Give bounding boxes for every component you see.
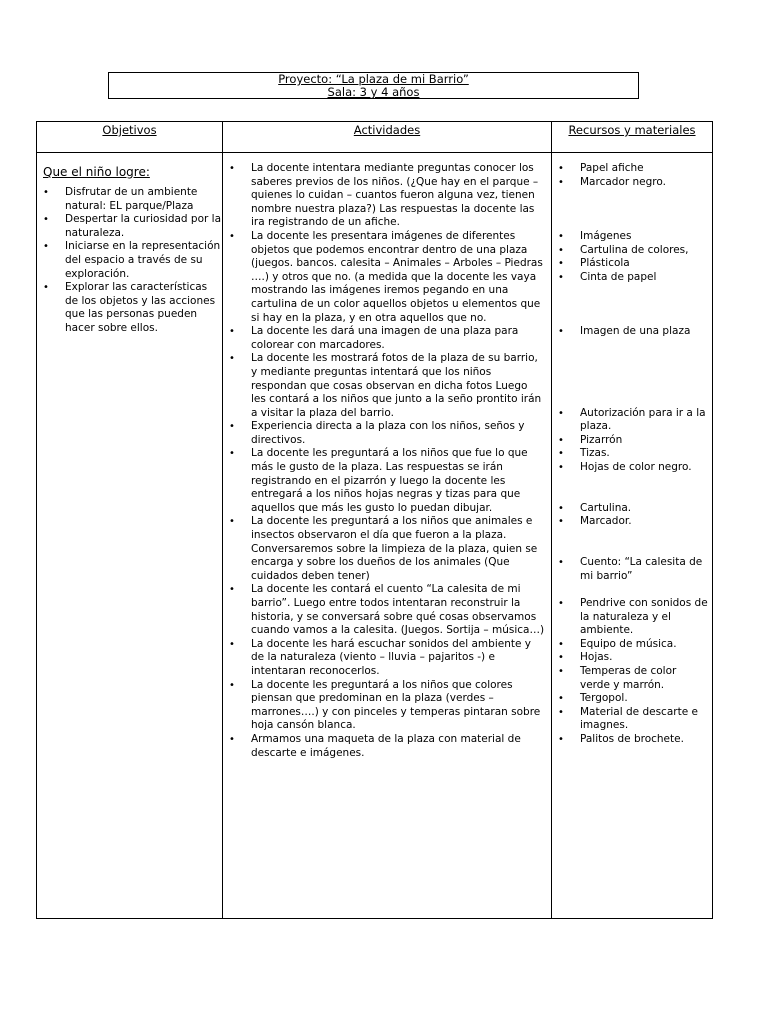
list-item: • Temperas de color verde y marrón.	[552, 665, 712, 692]
list-spacer	[552, 189, 712, 203]
list-spacer	[552, 203, 712, 217]
list-spacer	[552, 583, 712, 597]
list-item: • Pizarrón	[552, 434, 712, 448]
list-item: • Tergopol.	[552, 692, 712, 706]
list-item: • La docente intentara mediante preguntas conocer los saberes previos de los niños. (¿Que hay en el parque – quienes lo cuidan – cuantos fueron alguna vez, tienen nombre nuestra plaza?) Las respuestas la docente las ira registrando de un afiche.	[223, 162, 545, 230]
actividades-cell	[223, 153, 552, 919]
list-item: • La docente les preguntará a los niños que colores piensan que predominan en la plaza (verdes – marrones….) y con pinceles y temperas pintaran sobre hoja cansón blanca.	[223, 679, 545, 733]
list-item: • Marcador negro.	[552, 176, 712, 190]
list-spacer	[552, 312, 712, 326]
list-spacer	[552, 393, 712, 407]
list-item: • Disfrutar de un ambiente natural: EL parque/Plaza	[37, 186, 222, 213]
list-item: • Imagen de una plaza	[552, 325, 712, 339]
list-spacer	[552, 380, 712, 394]
list-item: • Plásticola	[552, 257, 712, 271]
col-objetivos-header: Objetivos	[37, 122, 223, 153]
planning-table	[36, 121, 713, 919]
list-item: • La docente les mostrará fotos de la plaza de su barrio, y mediante preguntas intentará que los niños respondan que cosas observan en dicha fotos Luego les contará a los niños que junto a la seño prontito irán a visitar la plaza del barrio.	[223, 352, 545, 420]
list-item: • Palitos de brochete.	[552, 733, 712, 747]
list-item: • Cartulina.	[552, 502, 712, 516]
col-recursos-header: Recursos y materiales	[552, 122, 713, 153]
list-spacer	[552, 488, 712, 502]
list-item: • Tizas.	[552, 447, 712, 461]
list-spacer	[552, 475, 712, 489]
table-header-row	[37, 122, 713, 153]
list-item: • Hojas de color negro.	[552, 461, 712, 475]
list-item: • Pendrive con sonidos de la naturaleza y el ambiente.	[552, 597, 712, 638]
recursos-cell	[552, 153, 713, 919]
actividades-list	[223, 162, 551, 760]
list-item: • Marcador.	[552, 515, 712, 529]
list-spacer	[552, 284, 712, 298]
list-item: • Experiencia directa a la plaza con los niños, seños y directivos.	[223, 420, 545, 447]
list-item: • La docente les presentara imágenes de diferentes objetos que podemos encontrar dentro de una plaza (juegos. bancos. calesita – Animales – Arboles – Piedras ….) y otros que no. (a medida que la docente les vaya mostrando las imágenes iremos pegando en una cartulina de un color aquellos objetos u elementos que si hay en la plaza, y en otra aquellos que no.	[223, 230, 545, 325]
list-spacer	[552, 298, 712, 312]
list-spacer	[552, 529, 712, 543]
list-item: • La docente les dará una imagen de una plaza para colorear con marcadores.	[223, 325, 545, 352]
list-item: • Explorar las características de los objetos y las acciones que las personas pueden hacer sobre ellos.	[37, 281, 222, 335]
list-item: • La docente les hará escuchar sonidos del ambiente y de la naturaleza (viento – lluvia – pajaritos -) e intentaran reconocerlos.	[223, 638, 545, 679]
list-spacer	[552, 339, 712, 353]
list-item: • Cinta de papel	[552, 271, 712, 285]
col-actividades-header: Actividades	[223, 122, 552, 153]
objetivos-intro: Que el niño logre:	[43, 165, 150, 179]
list-spacer	[552, 216, 712, 230]
project-title: Proyecto: “La plaza de mi Barrio”	[278, 72, 469, 86]
room-label: Sala: 3 y 4 años	[327, 85, 420, 99]
list-item: • Material de descarte e imagnes.	[552, 706, 712, 733]
list-item: • Hojas.	[552, 651, 712, 665]
list-spacer	[552, 352, 712, 366]
list-item: • Papel afiche	[552, 162, 712, 176]
list-item: • La docente les preguntará a los niños que fue lo que más le gusto de la plaza. Las respuestas se irán registrando en el pizarrón y luego la docente les entregará a los niños hojas negras y tizas para que aquellos que más les gusto lo puedan dibujar.	[223, 447, 545, 515]
list-item: • La docente les contará el cuento “La calesita de mi barrio”. Luego entre todos intentaran reconstruir la historia, y se conversará sobre qué cosas observamos cuando vamos a la calesita. (Juegos. Sortija – música…)	[223, 583, 545, 637]
list-item: • La docente les preguntará a los niños que animales e insectos observaron el día que fueron a la plaza. Conversaremos sobre la limpieza de la plaza, quien se encarga y sobre los dueños de los animales (Que cuidados deben tener)	[223, 515, 545, 583]
table-body-row	[37, 153, 713, 919]
list-item: • Cuento: “La calesita de mi barrio”	[552, 556, 712, 583]
list-item: • Imágenes	[552, 230, 712, 244]
objetivos-list	[37, 186, 222, 336]
list-item: • Cartulina de colores,	[552, 244, 712, 258]
recursos-list	[552, 162, 712, 747]
list-spacer	[552, 543, 712, 557]
project-header	[108, 72, 639, 99]
list-item: • Armamos una maqueta de la plaza con material de descarte e imágenes.	[223, 733, 545, 760]
list-item: • Autorización para ir a la plaza.	[552, 407, 712, 434]
list-item: • Despertar la curiosidad por la naturaleza.	[37, 213, 222, 240]
list-item: • Iniciarse en la representación del espacio a través de su exploración.	[37, 240, 222, 281]
list-spacer	[552, 366, 712, 380]
objetivos-cell	[37, 153, 223, 919]
list-item: • Equipo de música.	[552, 638, 712, 652]
